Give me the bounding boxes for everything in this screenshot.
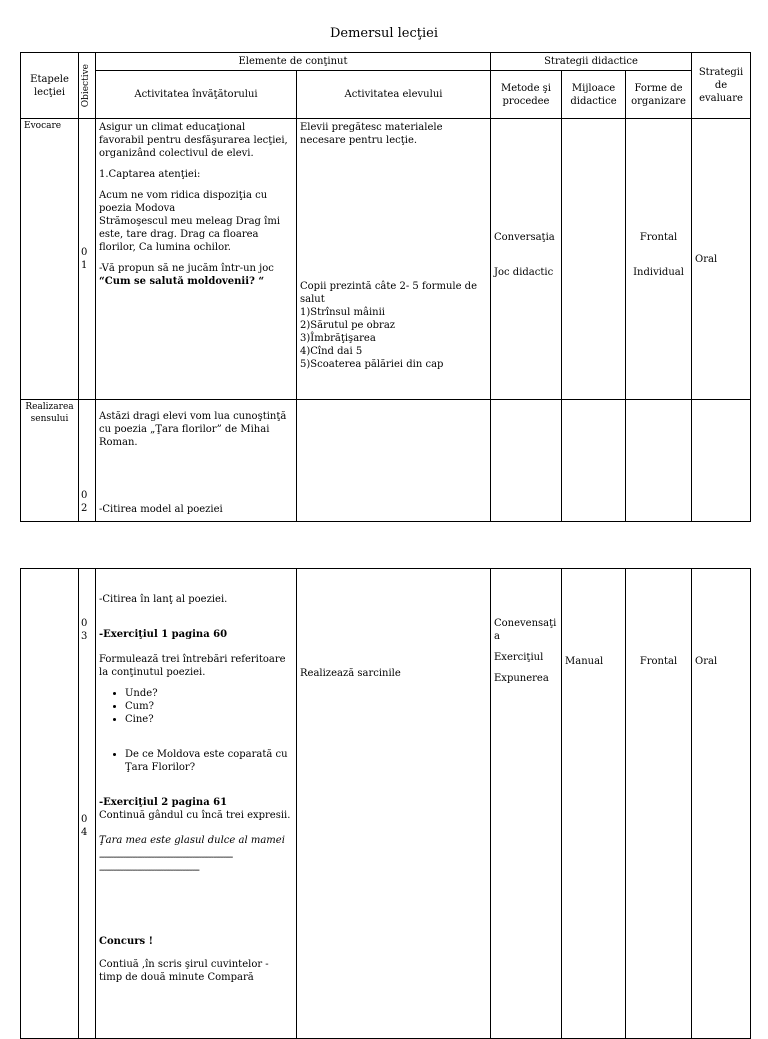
lesson-table-1 <box>20 52 751 522</box>
teacher-activity: Asigur un climat educaţional favorabil pentru desfăşurarea lecţiei, organizând colectivul de elevi. 1.Captarea atenţiei: Acum ne vom ridica dispoziţia cu poezia Modova Strămoşescul meu meleag Drag îmi este, tare drag. Drag ca floarea florilor, Ca lumina ochilor. -Vă propun să ne jucăm într-un joc “Cum se salută moldovenii? “ <box>96 119 297 400</box>
student-activity: Realizează sarcinile <box>297 569 491 1039</box>
header-elemente: Elemente de conţinut <box>96 53 491 71</box>
header-obiective: Obiective <box>79 53 96 119</box>
table-row <box>21 400 751 522</box>
page-title: Demersul lecţiei <box>329 26 439 41</box>
forms-cell: Frontal <box>626 569 692 1039</box>
table-row <box>21 119 751 400</box>
forms-cell: Frontal Individual <box>626 119 692 400</box>
student-activity <box>297 400 491 522</box>
student-activity: Elevii pregătesc materialele necesare pentru lecţie. Copii prezintă câte 2- 5 formule de salut 1)Strînsul mâinii 2)Sărutul pe obraz 3)Îmbrăţişarea 4)Cînd dai 5 5)Scoaterea pălăriei din cap <box>297 119 491 400</box>
header-strategii-evaluare: Strategii de evaluare <box>692 53 751 119</box>
eval-cell: Oral <box>692 119 751 400</box>
header-forme: Forme de organizare <box>626 71 692 119</box>
means-cell: Manual <box>562 569 626 1039</box>
stage-evocare: Evocare <box>21 119 79 400</box>
teacher-activity: Astăzi dragi elevi vom lua cunoştinţă cu poezia „Ţara florilor” de Mihai Roman. -Citirea model al poeziei <box>96 400 297 522</box>
header-activitatea-invatatorului: Activitatea învăţătorului <box>96 71 297 119</box>
header-strategii-didactice: Strategii didactice <box>491 53 692 71</box>
methods-cell: Conevensaţi a Exerciţiul Expunerea <box>491 569 562 1039</box>
header-activitatea-elevului: Activitatea elevului <box>297 71 491 119</box>
header-etape: Etapele lecţiei <box>21 53 79 119</box>
objectives-cell <box>79 569 96 1039</box>
questions-list: • Unde? • Cum? • Cine? • De ce Moldova este coparată cu Ţara Florilor? <box>99 687 293 774</box>
methods-cell: Conversaţia Joc didactic <box>491 119 562 400</box>
objective-03: 0 3 <box>81 618 88 642</box>
objective-02: 0 2 <box>79 400 96 522</box>
objective-04: 0 4 <box>81 814 88 838</box>
header-metode: Metode şi procedee <box>491 71 562 119</box>
header-mijloace: Mijloace didactice <box>562 71 626 119</box>
objective-01: 0 1 <box>79 119 96 400</box>
teacher-activity: -Citirea în lanţ al poeziei. -Exerciţiul 1 pagina 60 Formulează trei întrebări referitoare la conţinutul poeziei. • Unde? • Cum? • Cine? • De ce Moldova este coparată cu Ţara Florilor? -Exerciţiul 2 pagina 61 Continuă gândul cu încă trei expresii. Ţara mea este glasul dulce al mamei -------------------------------------------------------- ------------------------------------------ Concurs ! Contiuă ,în scris şirul cuvintelor - timp de două minute Compară <box>96 569 297 1039</box>
lesson-table-2 <box>20 568 751 1039</box>
means-cell <box>562 119 626 400</box>
eval-cell: Oral <box>692 569 751 1039</box>
stage-realizarea-sensului: Realizarea sensului <box>21 400 79 522</box>
table-row <box>21 569 751 1039</box>
